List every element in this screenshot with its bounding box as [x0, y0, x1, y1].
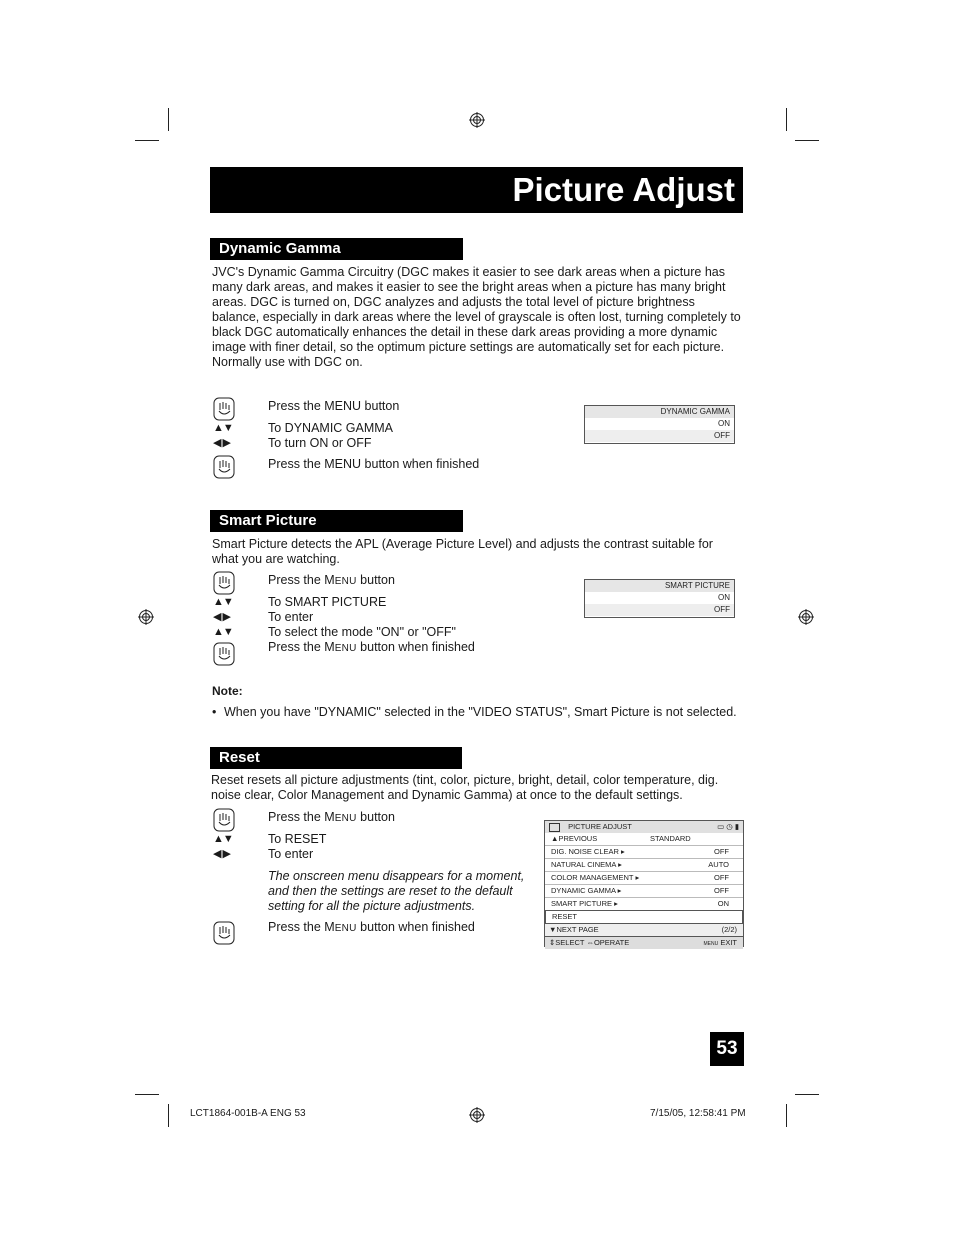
osd-row: DYNAMIC GAMMA ▸ OFF: [545, 884, 743, 897]
osd-row: DIG. NOISE CLEAR ▸ OFF: [545, 845, 743, 858]
step-select-mode: To select the mode "ON" or "OFF": [268, 625, 456, 639]
section-heading-reset: Reset: [210, 747, 462, 769]
step-to-smart-picture: To SMART PICTURE: [268, 595, 387, 609]
section-heading-dynamic-gamma: Dynamic Gamma: [210, 238, 463, 260]
up-down-arrows-icon: ▲▼: [213, 596, 233, 608]
registration-mark-icon: [469, 112, 485, 128]
osd-title: SMART PICTURE: [585, 580, 734, 592]
crop-mark: [795, 1094, 819, 1095]
step-press-menu: Press the MENU button: [268, 810, 395, 824]
step-menu-finished: Press the MENU button when finished: [268, 920, 475, 934]
smart-picture-description: Smart Picture detects the APL (Average Picture Level) and adjusts the contrast suitable for what you are watching.: [212, 537, 713, 566]
step-to-enter: To enter: [268, 610, 314, 624]
step-menu-finished: Press the MENU button when finished: [268, 640, 475, 654]
osd-option-on: ON: [718, 593, 730, 602]
step-turn-on-off: To turn ON or OFF: [268, 436, 372, 450]
hand-press-icon: [213, 571, 235, 595]
osd-title: PICTURE ADJUST: [568, 822, 632, 831]
osd-status-icons: ▭ ◷ ▮: [717, 822, 739, 831]
osd-title: DYNAMIC GAMMA: [585, 406, 734, 418]
hand-press-icon: [213, 921, 235, 945]
left-right-arrows-icon: ◀ ▶: [213, 437, 230, 449]
registration-mark-icon: [138, 609, 154, 625]
osd-previous: ▲PREVIOUS STANDARD: [551, 834, 691, 843]
hand-press-icon: [213, 455, 235, 479]
registration-mark-icon: [798, 609, 814, 625]
footer-left: LCT1864-001B-A ENG 53: [190, 1108, 306, 1119]
crop-mark: [786, 1104, 787, 1127]
reset-italic-note: The onscreen menu disappears for a moment, and then the settings are reset to the default setting for all the picture adjustments.: [268, 869, 525, 913]
step-to-dynamic-gamma: To DYNAMIC GAMMA: [268, 421, 394, 435]
osd-option-off: OFF: [585, 430, 734, 442]
osd-picture-adjust: [544, 820, 744, 947]
step-press-menu: Press the MENU button: [268, 399, 400, 413]
reset-description: Reset resets all picture adjustments (tint, color, picture, bright, detail, color temperature, dig. noise clear, Color Management and Dynamic Gamma) at once to the default settings.: [211, 773, 719, 802]
page-title: Picture Adjust: [512, 171, 735, 208]
crop-mark: [135, 1094, 159, 1095]
step-menu-finished: Press the MENU button when finished: [268, 457, 480, 471]
note-text: When you have "DYNAMIC" selected in the "VIDEO STATUS", Smart Picture is not selected.: [224, 705, 737, 719]
osd-row: SMART PICTURE ▸ ON: [545, 897, 743, 910]
up-down-arrows-icon: ▲▼: [213, 422, 233, 434]
page-number: 53: [710, 1032, 744, 1066]
registration-mark-icon: [469, 1107, 485, 1123]
hand-press-icon: [213, 397, 235, 421]
osd-smart-picture: [584, 579, 735, 618]
osd-next-page: ▼NEXT PAGE (2/2): [545, 924, 743, 936]
note-bullet: •: [212, 705, 217, 719]
left-right-arrows-icon: ◀ ▶: [213, 848, 230, 860]
osd-row: NATURAL CINEMA ▸ AUTO: [545, 858, 743, 871]
note-label: Note:: [212, 684, 243, 698]
osd-dynamic-gamma: [584, 405, 735, 444]
crop-mark: [786, 108, 787, 131]
footer-right: 7/15/05, 12:58:41 PM: [650, 1108, 746, 1119]
tv-icon: [549, 823, 560, 832]
crop-mark: [795, 140, 819, 141]
step-to-enter: To enter: [268, 847, 314, 861]
osd-row: COLOR MANAGEMENT ▸ OFF: [545, 871, 743, 884]
left-right-arrows-icon: ◀ ▶: [213, 611, 230, 623]
crop-mark: [168, 108, 169, 131]
hand-press-icon: [213, 808, 235, 832]
osd-option-off: OFF: [585, 604, 734, 616]
section-heading-smart-picture: Smart Picture: [210, 510, 463, 532]
osd-footer: ⇕SELECT ⇔OPERATE MENU EXIT: [545, 936, 743, 949]
crop-mark: [135, 140, 159, 141]
osd-header: [545, 821, 743, 833]
dynamic-gamma-description: JVC's Dynamic Gamma Circuitry (DGC makes it easier to see dark areas when a picture has many dark areas, and makes it easier to see the bright areas when a picture has many bright areas. DGC is turned on, DGC analyzes and adjusts the total level of picture brightness balance, especially in dark areas where the level of grayscale is often lost, turning completely to black DGC automatically enhances the detail in these dark areas providing a more dynamic image with finer detail, so the optimum picture settings are automatically set for each picture. Normally use with DGC on.: [212, 265, 741, 369]
up-down-arrows-icon: ▲▼: [213, 833, 233, 845]
title-banner: [210, 167, 743, 213]
step-to-reset: To RESET: [268, 832, 327, 846]
up-down-arrows-icon: ▲▼: [213, 626, 233, 638]
hand-press-icon: [213, 642, 235, 666]
osd-option-on: ON: [718, 419, 730, 428]
crop-mark: [168, 1104, 169, 1127]
step-press-menu: Press the MENU button: [268, 573, 395, 587]
osd-reset-item: RESET: [545, 910, 743, 924]
